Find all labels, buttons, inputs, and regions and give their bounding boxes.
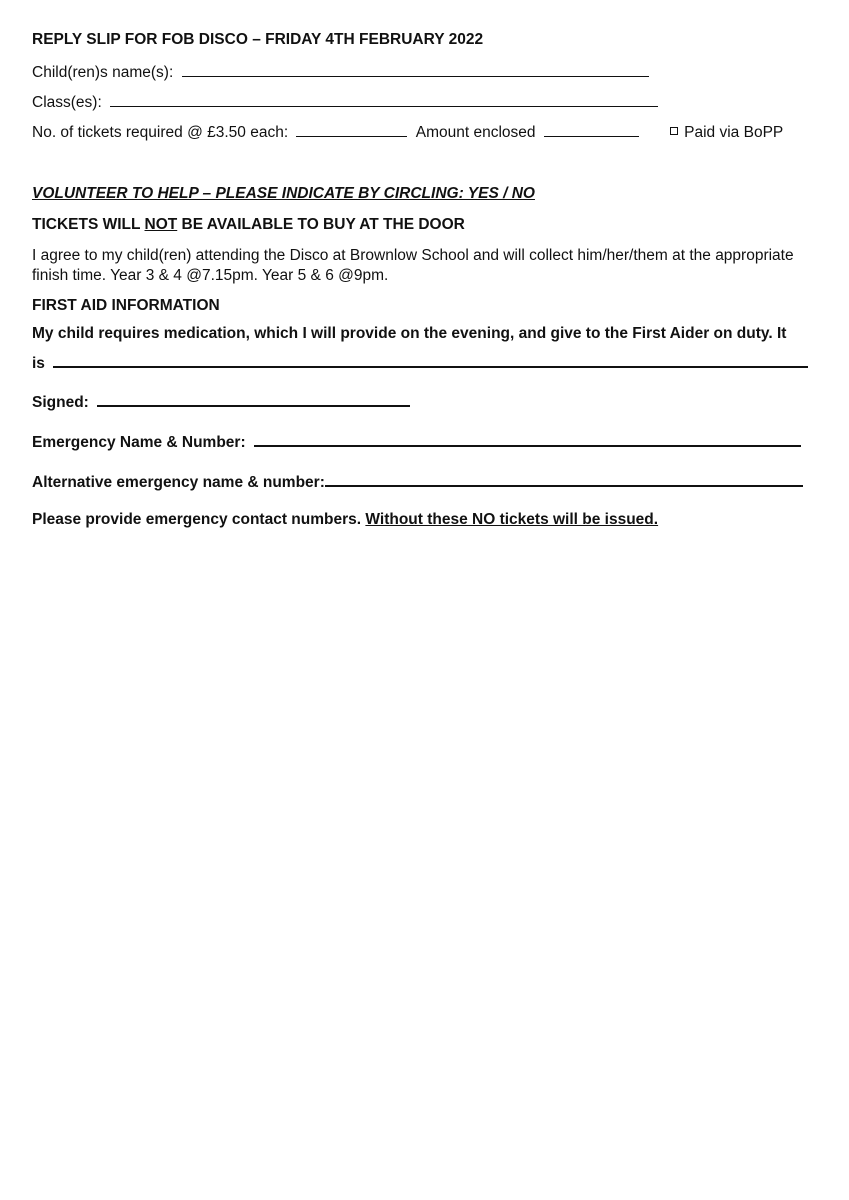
tickets-row xyxy=(32,122,783,143)
alt-emergency-field[interactable] xyxy=(325,471,803,487)
emergency-row xyxy=(32,431,801,453)
slip-title: REPLY SLIP FOR FOB DISCO – FRIDAY 4TH FEBRUARY 2022 xyxy=(32,31,484,48)
signature-field[interactable] xyxy=(97,391,410,407)
tickets-field[interactable] xyxy=(296,122,407,137)
emergency-field[interactable] xyxy=(254,431,801,447)
child-names-field[interactable] xyxy=(182,62,649,77)
emergency-label: Emergency Name & Number: xyxy=(32,434,246,451)
classes-label: Class(es): xyxy=(32,94,102,111)
paid-via-bopp-option[interactable] xyxy=(670,124,783,141)
signed-row xyxy=(32,391,410,413)
child-names-label: Child(ren)s name(s): xyxy=(32,64,174,81)
tickets-label: No. of tickets required @ £3.50 each: xyxy=(32,124,289,141)
volunteer-line: VOLUNTEER TO HELP – PLEASE INDICATE BY CIRCLING: YES / NO xyxy=(32,185,535,202)
paid-label: Paid via BoPP xyxy=(684,124,784,141)
medication-prefix: is xyxy=(32,355,45,372)
footer-note-warning: Without these NO tickets will be issued. xyxy=(365,511,659,528)
medication-row xyxy=(32,352,808,374)
tickets-notice-not: NOT xyxy=(144,216,178,233)
child-names-row xyxy=(32,62,649,83)
amount-label: Amount enclosed xyxy=(415,124,536,141)
amount-field[interactable] xyxy=(544,122,639,137)
medication-field[interactable] xyxy=(53,352,808,368)
footer-note xyxy=(32,510,658,530)
tickets-notice-post: BE AVAILABLE TO BUY AT THE DOOR xyxy=(177,216,465,233)
first-aid-heading: FIRST AID INFORMATION xyxy=(32,297,220,314)
tickets-notice xyxy=(32,215,465,235)
footer-note-text: Please provide emergency contact numbers. xyxy=(32,511,366,528)
classes-row xyxy=(32,92,658,113)
alt-emergency-label: Alternative emergency name & number: xyxy=(32,474,325,491)
alt-emergency-row xyxy=(32,471,803,493)
signed-label: Signed: xyxy=(32,394,89,411)
agreement-text: I agree to my child(ren) attending the Disco at Brownlow School and will collect him/her/them at the appropriate finish time. Year 3 & 4 @7.15pm. Year 5 & 6 @9pm. xyxy=(32,247,794,284)
medication-line-1: My child requires medication, which I will provide on the evening, and give to the First Aider on duty. It xyxy=(32,325,787,342)
classes-field[interactable] xyxy=(110,92,658,107)
checkbox-icon[interactable] xyxy=(670,127,678,135)
tickets-notice-pre: TICKETS WILL xyxy=(32,216,145,233)
